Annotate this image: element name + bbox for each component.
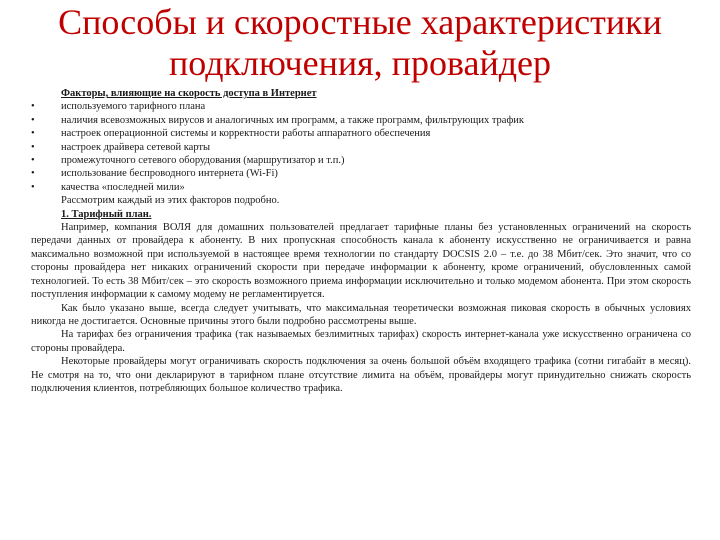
factor-text: используемого тарифного плана bbox=[61, 101, 206, 113]
slide-body bbox=[31, 87, 691, 395]
bullet-icon: • bbox=[31, 155, 35, 167]
paragraph: На тарифах без ограничения трафика (так называемых безлимитных тарифах) скорость интернет-канала уже искусственно ограничена со стороны провайдера. bbox=[31, 329, 691, 354]
bullet-icon: • bbox=[31, 128, 35, 140]
slide-title-line-2: подключения, провайдер bbox=[168, 43, 552, 83]
factor-item bbox=[31, 114, 691, 127]
factor-item bbox=[31, 127, 691, 140]
paragraph: Некоторые провайдеры могут ограничивать скорость подключения за очень большой объём входящего трафика (сотни гигабайт в месяц). Не смотря на то, что они декларируют в тарифном плане отсутствие лимита на объём, провайдеры могут принудительно снижать скорость подключения клиентов, потребляющих большое количество трафика. bbox=[31, 356, 691, 394]
factor-text: промежуточного сетевого оборудования (маршрутизатор и т.п.) bbox=[61, 155, 345, 167]
factor-text: качества «последней мили» bbox=[61, 181, 185, 193]
bullet-icon: • bbox=[31, 168, 35, 180]
bullet-icon: • bbox=[31, 101, 35, 113]
factor-text: использование беспроводного интернета (Wi-Fi) bbox=[61, 168, 278, 180]
section-heading: 1. Тарифный план. bbox=[61, 208, 152, 220]
bullet-icon: • bbox=[31, 114, 35, 126]
factor-item bbox=[31, 141, 691, 154]
paragraph: Например, компания ВОЛЯ для домашних пользователей предлагает тарифные планы без установленных ограничений на скорость передачи данных от провайдера к абоненту. В них пропускная способность канала к абоненту искусственно не ограничивается и равна максимально возможной при используемой в настоящее время технологии по стандарту DOCSIS 2.0 – т.е. до 38 Мбит/сек. Это значит, что со стороны провайдера нет никаких ограничений скорости при передаче информации к абоненту, кроме ограничений, обусловленных самой технологией. То есть 38 Мбит/сек – это скорость возможного приема информации исключительно и только модемом абонента. При этом скорость поступления информации к самому модему не регламентируется. bbox=[31, 222, 691, 301]
factors-heading: Факторы, влияющие на скорость доступа в Интернет bbox=[61, 88, 317, 99]
slide-title bbox=[0, 2, 720, 84]
bullet-icon: • bbox=[31, 181, 35, 193]
factors-list bbox=[31, 100, 691, 194]
slide-title-line-1: Способы и скоростные характеристики bbox=[58, 2, 662, 42]
factor-text: наличия всевозможных вирусов и аналогичных им программ, а также программ, фильтрующих трафик bbox=[61, 114, 524, 126]
paragraph: Как было указано выше, всегда следует учитывать, что максимальная теоретически возможная пиковая скорость в обычных условиях никогда не достигается. Основные причины этого были подробно рассмотрены выше. bbox=[31, 302, 691, 327]
factor-text: настроек операционной системы и корректности работы аппаратного обеспечения bbox=[61, 128, 431, 140]
factor-item bbox=[31, 181, 691, 194]
factor-item bbox=[31, 154, 691, 167]
factor-item bbox=[31, 167, 691, 180]
bullet-icon: • bbox=[31, 141, 35, 153]
factor-text: настроек драйвера сетевой карты bbox=[61, 141, 211, 153]
intro-text: Рассмотрим каждый из этих факторов подробно. bbox=[61, 195, 280, 207]
factor-item bbox=[31, 100, 691, 113]
